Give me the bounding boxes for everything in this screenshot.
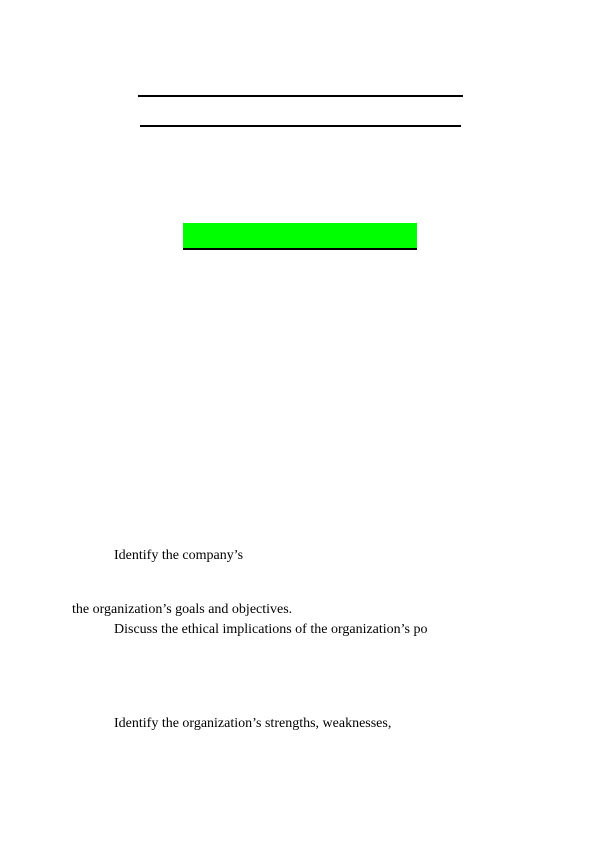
body-text-line: the organization’s goals and objectives. — [72, 602, 293, 617]
green-highlight-block — [183, 223, 417, 250]
title-rule-top — [138, 95, 463, 97]
title-rule-bottom — [140, 125, 461, 127]
body-text-line: Discuss the ethical implications of the organization’s po — [114, 622, 428, 637]
body-text-line: Identify the company’s — [114, 548, 244, 563]
body-text-line: Identify the organization’s strengths, weaknesses, — [114, 716, 392, 731]
